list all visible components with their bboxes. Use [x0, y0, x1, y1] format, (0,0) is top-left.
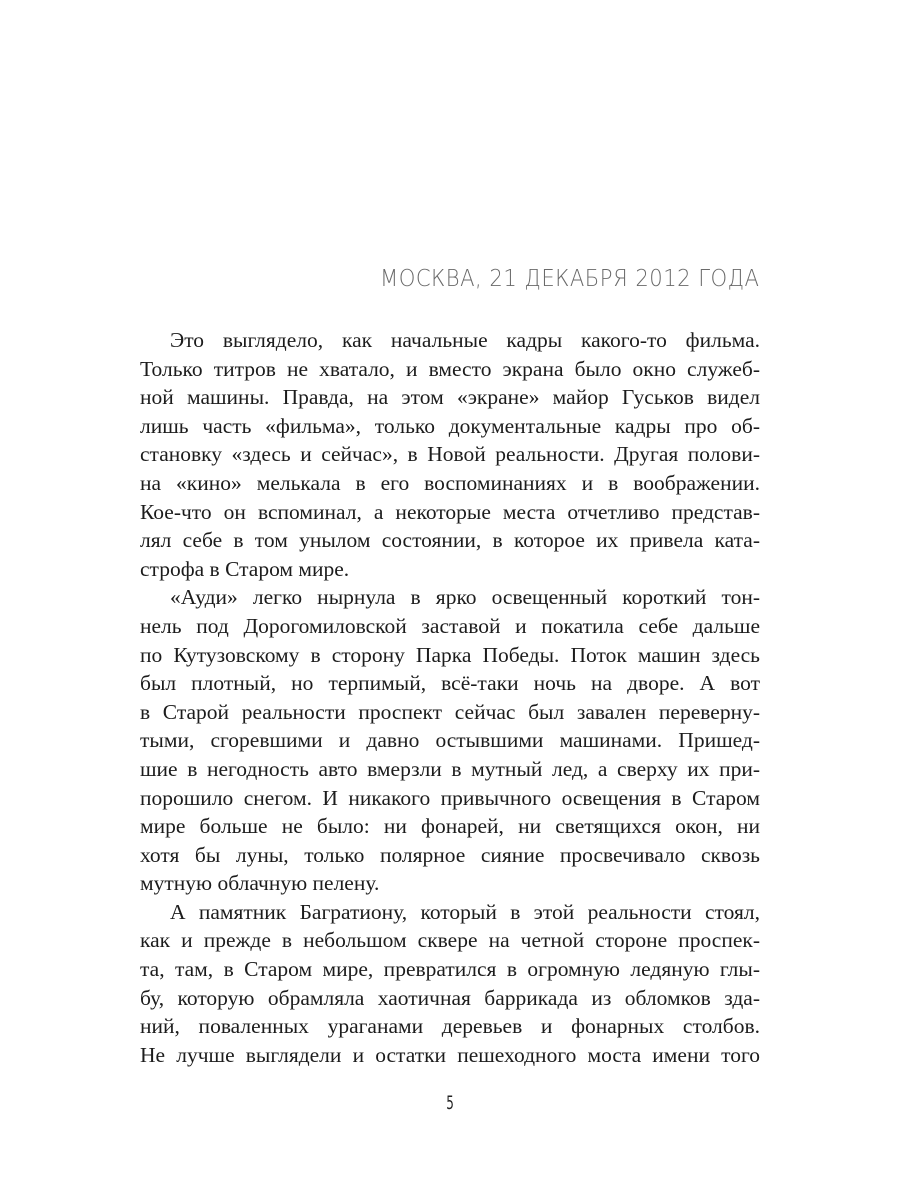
text-line: как и прежде в небольшом сквере на четной стороне проспек- [140, 928, 760, 953]
text-line: Только титров не хватало, и вместо экрана было окно служеб- [140, 356, 760, 381]
text-line: мире больше не было: ни фонарей, ни светящихся окон, ни [140, 814, 760, 839]
text-line: был плотный, но терпимый, всё-таки ночь на дворе. А вот [140, 671, 760, 696]
text-line: по Кутузовскому в сторону Парка Победы. Поток машин здесь [140, 642, 760, 667]
text-line: мутную облачную пелену. [140, 871, 380, 896]
text-line: тыми, сгоревшими и давно остывшими машинами. Пришед- [140, 728, 760, 753]
text-line: бу, которую обрамляла хаотичная баррикада из обломков зда- [140, 985, 760, 1010]
text-line: А памятник Багратиону, который в этой реальности стоял, [170, 899, 760, 924]
page-number: 5 [446, 1092, 454, 1114]
text-line: та, там, в Старом мире, превратился в огромную ледяную глы- [140, 957, 760, 982]
text-line: «Ауди» легко нырнула в ярко освещенный короткий тон- [170, 585, 760, 610]
text-line: в Старой реальности проспект сейчас был завален переверну- [140, 699, 760, 724]
text-line: лял себе в том унылом состоянии, в которое их привела ката- [140, 528, 760, 553]
body-text [140, 326, 760, 1069]
text-line: на «кино» мелькала в его воспоминаниях и в воображении. [140, 470, 760, 495]
text-line: порошило снегом. И никакого привычного освещения в Старом [140, 785, 760, 810]
text-line: хотя бы луны, только полярное сияние просвечивало сквозь [140, 842, 760, 867]
text-line: становку «здесь и сейчас», в Новой реальности. Другая полови- [140, 442, 760, 467]
text-line: лишь часть «фильма», только документальные кадры про об- [140, 413, 760, 438]
text-line: Это выглядело, как начальные кадры какого-то фильма. [170, 328, 760, 352]
text-line: нель под Дорогомиловской заставой и покатила себе дальше [140, 613, 760, 638]
text-line: строфа в Старом мире. [140, 556, 350, 581]
chapter-heading: МОСКВА, 21 ДЕКАБРЯ 2012 ГОДА [379, 266, 759, 292]
text-line: Не лучше выглядели и остатки пешеходного моста имени того [140, 1042, 760, 1067]
text-line: ний, поваленных ураганами деревьев и фонарных столбов. [140, 1014, 760, 1039]
text-line: Кое-что он вспоминал, а некоторые места отчетливо представ- [140, 499, 760, 524]
text-line: ной машины. Правда, на этом «экране» майор Гуськов видел [140, 385, 760, 410]
text-line: шие в негодность авто вмерзли в мутный лед, а сверху их при- [140, 756, 760, 781]
